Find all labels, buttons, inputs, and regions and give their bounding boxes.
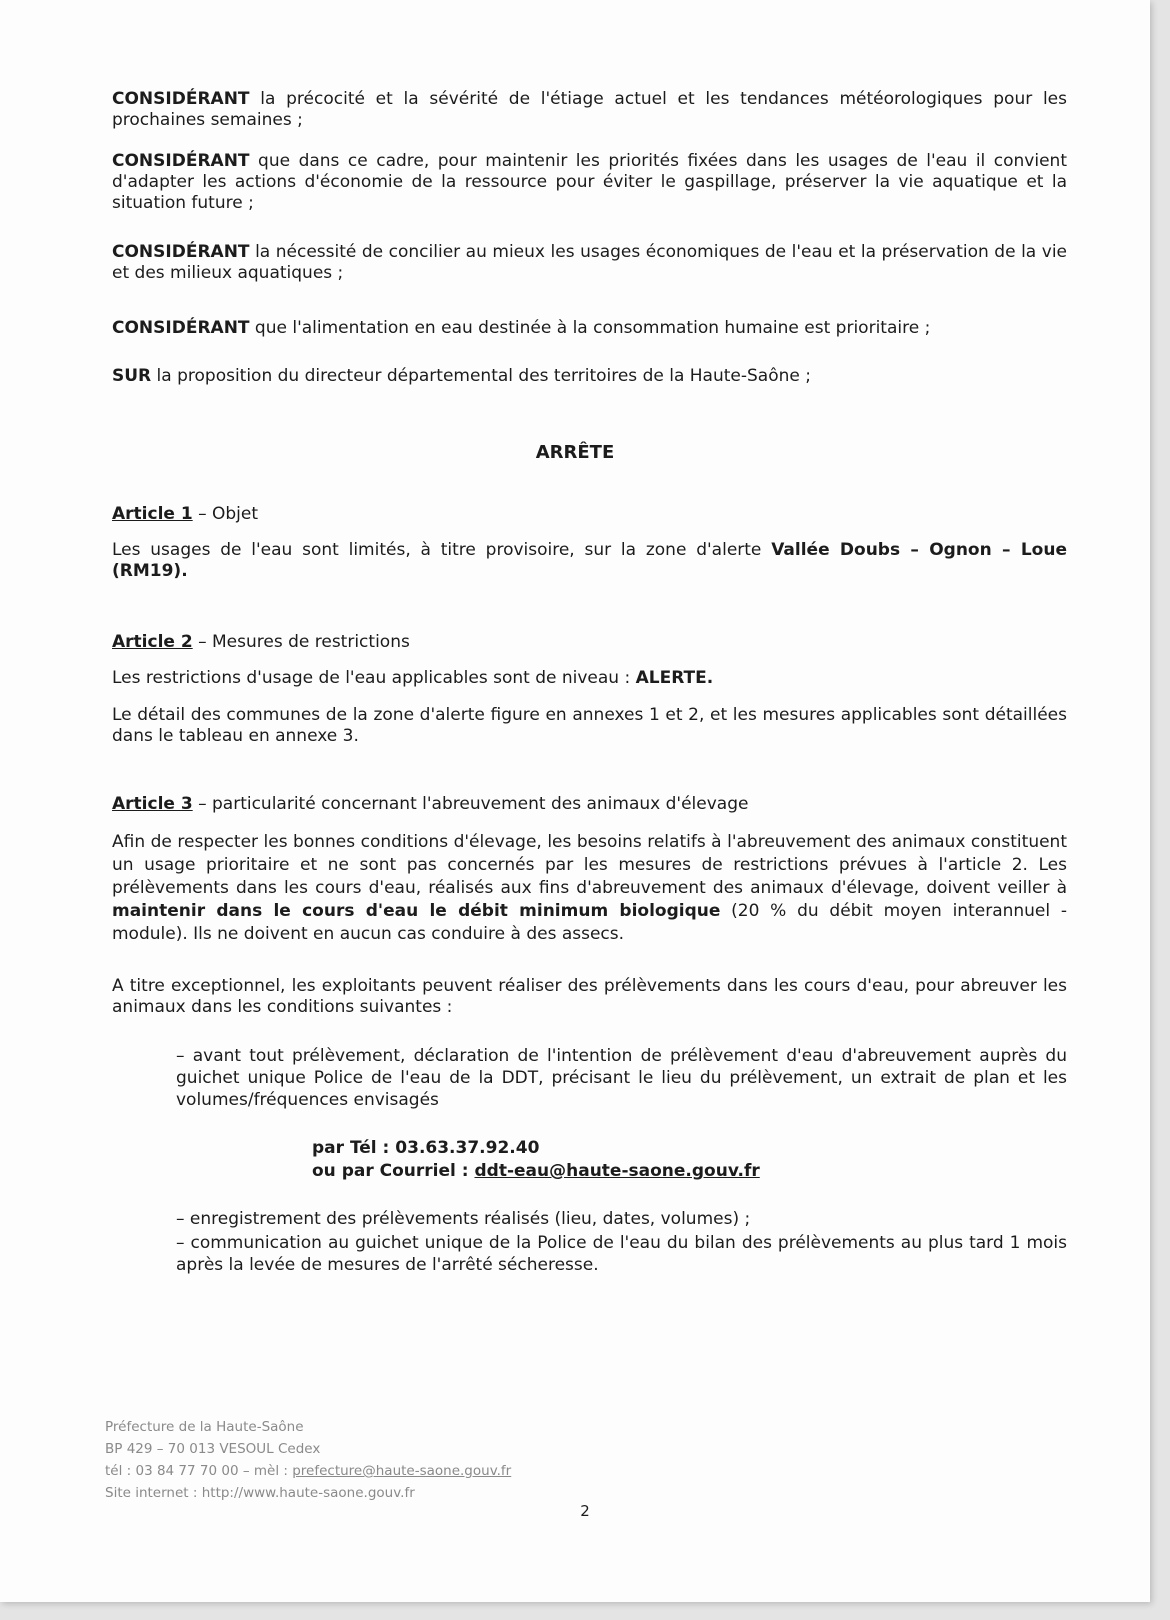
footer-email-link[interactable]: prefecture@haute-saone.gouv.fr	[292, 1463, 512, 1479]
article-3-paragraph-2: A titre exceptionnel, les exploitants peuvent réaliser des prélèvements dans les cours d'eau, pour abreuver les animaux dans les conditions suivantes :	[112, 976, 1067, 1017]
condition-3: – communication au guichet unique de la Police de l'eau du bilan des prélèvements au plus tard 1 mois après la levée de mesures de l'arrêté sécheresse.	[176, 1233, 1067, 1275]
contact-email: ou par Courriel : ddt-eau@haute-saone.gouv.fr	[312, 1161, 760, 1181]
contact-email-link[interactable]: ddt-eau@haute-saone.gouv.fr	[474, 1161, 760, 1181]
contact-block	[312, 1137, 760, 1183]
footer-line-3: tél : 03 84 77 70 00 – mèl : prefecture@haute-saone.gouv.fr	[105, 1463, 512, 1479]
article-3-paragraph-1: Afin de respecter les bonnes conditions d'élevage, les besoins relatifs à l'abreuvement des animaux constituent un usage prioritaire et ne sont pas concernés par les mesures de restrictions prévues à l'article 2. Les prélèvements dans les cours d'eau, réalisés aux fins d'abreuvement des animaux d'élevage, doivent veiller à maintenir dans le cours d'eau le débit minimum biologique (20 % du débit moyen interannuel - module). Ils ne doivent en aucun cas conduire à des assecs.	[112, 832, 1067, 944]
footer-line-2: BP 429 – 70 013 VESOUL Cedex	[105, 1441, 321, 1457]
footer-address	[105, 1416, 511, 1504]
sur-proposition: SUR la proposition du directeur départemental des territoires de la Haute-Saône ;	[112, 366, 811, 386]
article-2-level: Les restrictions d'usage de l'eau applicables sont de niveau : ALERTE.	[112, 668, 714, 688]
page-number: 2	[580, 1502, 590, 1520]
considerant-3: CONSIDÉRANT la nécessité de concilier au mieux les usages économiques de l'eau et la préservation de la vie et des milieux aquatiques ;	[112, 242, 1067, 283]
considerant-4: CONSIDÉRANT que l'alimentation en eau destinée à la consommation humaine est prioritaire ;	[112, 318, 931, 338]
article-1-text: Les usages de l'eau sont limités, à titre provisoire, sur la zone d'alerte Vallée Doubs – Ognon – Loue (RM19).	[112, 540, 1067, 581]
condition-1: – avant tout prélèvement, déclaration de l'intention de prélèvement d'eau d'abreuvement auprès du guichet unique Police de l'eau de la DDT, précisant le lieu du prélèvement, un extrait de plan et les volumes/fréquences envisagés	[176, 1046, 1067, 1110]
article-2-heading: Article 2 – Mesures de restrictions	[112, 632, 410, 652]
article-2-detail: Le détail des communes de la zone d'alerte figure en annexes 1 et 2, et les mesures applicables sont détaillées dans le tableau en annexe 3.	[112, 705, 1067, 746]
condition-2: – enregistrement des prélèvements réalisés (lieu, dates, volumes) ;	[176, 1209, 751, 1229]
footer-line-1: Préfecture de la Haute-Saône	[105, 1419, 304, 1435]
decision-title: ARRÊTE	[535, 442, 615, 463]
considerant-1: CONSIDÉRANT la précocité et la sévérité de l'étiage actuel et les tendances météorologiques pour les prochaines semaines ;	[112, 89, 1067, 130]
article-3-heading: Article 3 – particularité concernant l'abreuvement des animaux d'élevage	[112, 794, 749, 814]
article-1-heading: Article 1 – Objet	[112, 504, 259, 524]
considerant-2: CONSIDÉRANT que dans ce cadre, pour maintenir les priorités fixées dans les usages de l'eau il convient d'adapter les actions d'économie de la ressource pour éviter le gaspillage, préserver la vie aquatique et la situation future ;	[112, 151, 1067, 213]
contact-phone: par Tél : 03.63.37.92.40	[312, 1138, 540, 1158]
footer-line-4: Site internet : http://www.haute-saone.gouv.fr	[105, 1485, 415, 1501]
